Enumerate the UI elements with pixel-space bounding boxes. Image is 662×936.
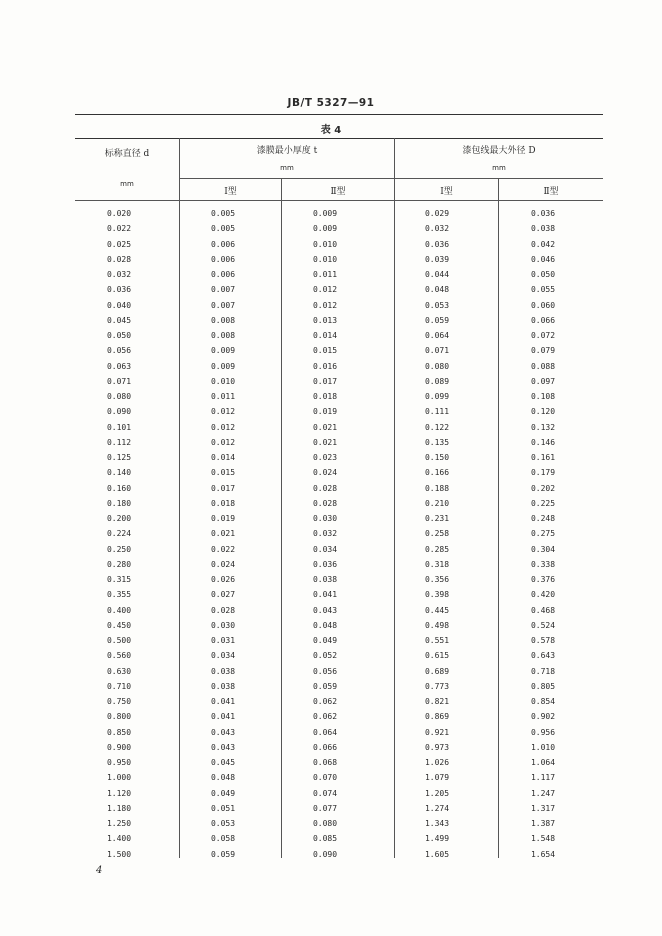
table-row — [75, 831, 603, 846]
table-row — [75, 603, 603, 618]
header-rule — [75, 114, 603, 115]
cell-outer-type2: 0.146 — [530, 437, 556, 447]
cell-diameter: 1.500 — [106, 849, 132, 859]
cell-outer-type2: 0.376 — [530, 575, 556, 584]
cell-outer-type1: 1.026 — [424, 758, 450, 767]
cell-thickness-type2: 0.014 — [312, 331, 338, 340]
table-row — [75, 267, 603, 282]
thickness-unit: mm — [280, 164, 294, 172]
cell-diameter: 0.050 — [106, 331, 132, 340]
diameter-unit: mm — [120, 180, 134, 188]
cell-outer-type2: 0.902 — [530, 712, 556, 722]
cell-thickness-type2: 0.032 — [312, 529, 338, 539]
cell-thickness-type2: 0.074 — [312, 788, 338, 798]
table-row — [75, 786, 603, 801]
cell-thickness-type2: 0.010 — [312, 254, 338, 264]
outer-diameter-unit: mm — [492, 164, 506, 172]
cell-outer-type1: 0.135 — [424, 437, 450, 447]
cell-thickness-type2: 0.018 — [312, 392, 338, 401]
cell-diameter: 0.125 — [106, 453, 132, 462]
cell-outer-type1: 0.821 — [424, 697, 450, 706]
table-row — [75, 374, 603, 389]
cell-thickness-type1: 0.034 — [210, 651, 236, 661]
cell-thickness-type1: 0.028 — [210, 605, 236, 615]
cell-outer-type1: 0.318 — [424, 559, 450, 569]
cell-thickness-type2: 0.085 — [312, 834, 338, 844]
cell-thickness-type2: 0.049 — [312, 636, 338, 645]
table-caption: 表 4 — [320, 125, 342, 136]
cell-thickness-type2: 0.036 — [312, 559, 338, 569]
cell-outer-type1: 0.059 — [424, 315, 450, 325]
cell-diameter: 1.120 — [106, 788, 132, 798]
cell-outer-type1: 0.398 — [424, 590, 450, 600]
table-row — [75, 755, 603, 770]
cell-thickness-type1: 0.018 — [210, 498, 236, 508]
cell-thickness-type1: 0.045 — [210, 758, 236, 767]
table-row — [75, 404, 603, 419]
cell-outer-type2: 0.079 — [530, 346, 556, 356]
standard-code: JB/T 5327—91 — [287, 97, 375, 109]
table-row — [75, 664, 603, 679]
cell-diameter: 0.224 — [106, 529, 132, 539]
cell-outer-type1: 0.231 — [424, 514, 450, 523]
cell-outer-type1: 0.044 — [424, 270, 450, 279]
cell-thickness-type2: 0.066 — [312, 742, 338, 752]
type-label-thickness-2: Ⅱ型 — [330, 187, 346, 197]
cell-thickness-type1: 0.006 — [210, 270, 236, 279]
cell-thickness-type1: 0.012 — [210, 407, 236, 417]
cell-outer-type1: 0.053 — [424, 300, 450, 310]
cell-diameter: 0.200 — [106, 514, 132, 523]
table-row — [75, 526, 603, 541]
cell-thickness-type2: 0.016 — [312, 361, 338, 371]
cell-outer-type1: 0.773 — [424, 681, 450, 691]
cell-thickness-type2: 0.080 — [312, 819, 338, 828]
cell-diameter: 0.071 — [106, 376, 132, 386]
cell-thickness-type1: 0.051 — [210, 803, 236, 813]
table-row — [75, 221, 603, 236]
cell-diameter: 0.022 — [106, 224, 132, 234]
cell-thickness-type2: 0.021 — [312, 437, 338, 447]
cell-diameter: 0.112 — [106, 437, 132, 447]
cell-thickness-type1: 0.021 — [210, 529, 236, 539]
cell-thickness-type2: 0.034 — [312, 544, 338, 554]
cell-outer-type2: 0.956 — [530, 727, 556, 737]
table-row — [75, 587, 603, 602]
cell-outer-type2: 1.548 — [530, 834, 556, 844]
cell-thickness-type1: 0.007 — [210, 300, 236, 310]
cell-thickness-type2: 0.009 — [312, 209, 338, 218]
cell-thickness-type2: 0.062 — [312, 697, 338, 706]
cell-diameter: 0.032 — [106, 270, 132, 279]
table-row — [75, 435, 603, 450]
cell-outer-type1: 0.285 — [424, 544, 450, 554]
cell-outer-type1: 0.111 — [424, 407, 450, 417]
cell-outer-type1: 0.122 — [424, 422, 450, 432]
cell-diameter: 1.250 — [106, 819, 132, 828]
cell-thickness-type1: 0.038 — [210, 681, 236, 691]
cell-outer-type1: 1.343 — [424, 819, 450, 828]
cell-thickness-type2: 0.028 — [312, 483, 338, 493]
cell-outer-type2: 0.036 — [530, 209, 556, 218]
cell-diameter: 1.400 — [106, 834, 132, 844]
cell-diameter: 0.950 — [106, 758, 132, 767]
table-row — [75, 694, 603, 709]
cell-outer-type2: 0.108 — [530, 392, 556, 401]
cell-outer-type1: 0.029 — [424, 209, 450, 218]
cell-diameter: 0.500 — [106, 636, 132, 645]
table-row — [75, 328, 603, 343]
cell-diameter: 0.315 — [106, 575, 132, 584]
cell-outer-type1: 1.079 — [424, 773, 450, 783]
cell-thickness-type1: 0.043 — [210, 742, 236, 752]
cell-thickness-type2: 0.062 — [312, 712, 338, 722]
cell-outer-type1: 0.064 — [424, 331, 450, 340]
cell-outer-type2: 0.042 — [530, 239, 556, 249]
cell-thickness-type1: 0.006 — [210, 239, 236, 249]
cell-diameter: 1.000 — [106, 773, 132, 783]
cell-diameter: 0.450 — [106, 620, 132, 630]
cell-outer-type2: 0.038 — [530, 224, 556, 234]
cell-thickness-type1: 0.043 — [210, 727, 236, 737]
cell-thickness-type1: 0.014 — [210, 453, 236, 462]
cell-outer-type1: 1.605 — [424, 849, 450, 859]
cell-thickness-type1: 0.010 — [210, 376, 236, 386]
cell-thickness-type2: 0.041 — [312, 590, 338, 600]
cell-thickness-type1: 0.005 — [210, 224, 236, 234]
cell-thickness-type2: 0.024 — [312, 468, 338, 478]
cell-outer-type1: 0.080 — [424, 361, 450, 371]
cell-diameter: 0.560 — [106, 651, 132, 661]
cell-thickness-type2: 0.090 — [312, 849, 338, 859]
table-top-rule — [75, 138, 603, 139]
cell-thickness-type2: 0.077 — [312, 803, 338, 813]
cell-outer-type2: 0.060 — [530, 300, 556, 310]
cell-thickness-type2: 0.019 — [312, 407, 338, 417]
cell-outer-type2: 0.202 — [530, 483, 556, 493]
cell-thickness-type1: 0.038 — [210, 666, 236, 676]
cell-thickness-type1: 0.048 — [210, 773, 236, 783]
cell-outer-type1: 0.498 — [424, 620, 450, 630]
cell-diameter: 0.028 — [106, 254, 132, 264]
type-label-outer-2: Ⅱ型 — [543, 187, 559, 197]
cell-diameter: 0.140 — [106, 468, 132, 478]
cell-outer-type2: 0.066 — [530, 315, 556, 325]
cell-thickness-type1: 0.022 — [210, 544, 236, 554]
cell-diameter: 0.800 — [106, 712, 132, 722]
cell-outer-type2: 1.317 — [530, 803, 556, 813]
cell-thickness-type2: 0.064 — [312, 727, 338, 737]
cell-diameter: 0.056 — [106, 346, 132, 356]
cell-thickness-type1: 0.011 — [210, 392, 236, 401]
type-label-outer-1: Ⅰ型 — [440, 187, 453, 197]
cell-thickness-type2: 0.056 — [312, 666, 338, 676]
cell-diameter: 0.280 — [106, 559, 132, 569]
cell-diameter: 0.160 — [106, 483, 132, 493]
cell-diameter: 0.020 — [106, 209, 132, 218]
table-row — [75, 420, 603, 435]
cell-outer-type1: 0.039 — [424, 254, 450, 264]
cell-diameter: 0.040 — [106, 300, 132, 310]
cell-outer-type1: 0.099 — [424, 392, 450, 401]
table-row — [75, 252, 603, 267]
table-row — [75, 740, 603, 755]
cell-outer-type2: 0.304 — [530, 544, 556, 554]
cell-outer-type2: 0.468 — [530, 605, 556, 615]
cell-diameter: 0.630 — [106, 666, 132, 676]
cell-outer-type2: 0.578 — [530, 636, 556, 645]
cell-thickness-type1: 0.006 — [210, 254, 236, 264]
table-row — [75, 709, 603, 724]
cell-outer-type2: 0.120 — [530, 407, 556, 417]
cell-thickness-type1: 0.030 — [210, 620, 236, 630]
cell-outer-type1: 0.150 — [424, 453, 450, 462]
cell-thickness-type1: 0.027 — [210, 590, 236, 600]
cell-outer-type1: 0.089 — [424, 376, 450, 386]
cell-thickness-type2: 0.011 — [312, 270, 338, 279]
cell-outer-type2: 0.805 — [530, 681, 556, 691]
cell-thickness-type2: 0.013 — [312, 315, 338, 325]
cell-thickness-type2: 0.010 — [312, 239, 338, 249]
table-row — [75, 511, 603, 526]
cell-thickness-type1: 0.007 — [210, 285, 236, 295]
cell-thickness-type2: 0.068 — [312, 758, 338, 767]
cell-thickness-type1: 0.012 — [210, 437, 236, 447]
outer-diameter-header: 漆包线最大外径 D — [462, 146, 536, 156]
cell-thickness-type1: 0.015 — [210, 468, 236, 478]
cell-outer-type2: 0.088 — [530, 361, 556, 371]
cell-thickness-type2: 0.048 — [312, 620, 338, 630]
table-body — [75, 206, 603, 862]
cell-diameter: 0.101 — [106, 422, 132, 432]
cell-outer-type1: 0.188 — [424, 483, 450, 493]
cell-diameter: 0.180 — [106, 498, 132, 508]
cell-outer-type1: 0.258 — [424, 529, 450, 539]
cell-outer-type2: 1.654 — [530, 849, 556, 859]
cell-thickness-type1: 0.053 — [210, 819, 236, 828]
cell-outer-type2: 0.055 — [530, 285, 556, 295]
cell-thickness-type1: 0.019 — [210, 514, 236, 523]
table-row — [75, 618, 603, 633]
cell-thickness-type1: 0.008 — [210, 331, 236, 340]
cell-thickness-type2: 0.052 — [312, 651, 338, 661]
cell-thickness-type1: 0.009 — [210, 361, 236, 371]
table-row — [75, 237, 603, 252]
cell-diameter: 0.750 — [106, 697, 132, 706]
cell-thickness-type1: 0.059 — [210, 849, 236, 859]
cell-diameter: 0.080 — [106, 392, 132, 401]
table-row — [75, 206, 603, 221]
table-row — [75, 633, 603, 648]
cell-diameter: 0.355 — [106, 590, 132, 600]
cell-outer-type2: 0.132 — [530, 422, 556, 432]
cell-outer-type1: 0.166 — [424, 468, 450, 478]
table-row — [75, 572, 603, 587]
cell-outer-type2: 1.117 — [530, 773, 556, 783]
cell-outer-type2: 0.854 — [530, 697, 556, 706]
cell-diameter: 1.180 — [106, 803, 132, 813]
cell-outer-type1: 0.036 — [424, 239, 450, 249]
cell-thickness-type1: 0.017 — [210, 483, 236, 493]
table-row — [75, 725, 603, 740]
cell-thickness-type1: 0.031 — [210, 636, 236, 645]
table-row — [75, 801, 603, 816]
table-row — [75, 542, 603, 557]
cell-thickness-type1: 0.012 — [210, 422, 236, 432]
cell-outer-type2: 0.275 — [530, 529, 556, 539]
cell-thickness-type2: 0.059 — [312, 681, 338, 691]
cell-diameter: 0.090 — [106, 407, 132, 417]
header-bottom-rule — [75, 200, 603, 201]
cell-thickness-type2: 0.038 — [312, 575, 338, 584]
table-row — [75, 816, 603, 831]
type-label-thickness-1: Ⅰ型 — [224, 187, 237, 197]
cell-diameter: 0.710 — [106, 681, 132, 691]
cell-outer-type1: 0.551 — [424, 636, 450, 645]
cell-diameter: 0.036 — [106, 285, 132, 295]
diameter-header: 标称直径 d — [104, 149, 150, 159]
cell-outer-type1: 0.869 — [424, 712, 450, 722]
cell-diameter: 0.850 — [106, 727, 132, 737]
cell-thickness-type2: 0.017 — [312, 376, 338, 386]
cell-outer-type2: 0.179 — [530, 468, 556, 478]
cell-diameter: 0.400 — [106, 605, 132, 615]
cell-diameter: 0.250 — [106, 544, 132, 554]
table-row — [75, 481, 603, 496]
cell-diameter: 0.063 — [106, 361, 132, 371]
cell-outer-type1: 0.689 — [424, 666, 450, 676]
table-row — [75, 847, 603, 862]
cell-thickness-type2: 0.028 — [312, 498, 338, 508]
cell-outer-type1: 1.274 — [424, 803, 450, 813]
table-row — [75, 465, 603, 480]
cell-thickness-type1: 0.005 — [210, 209, 236, 218]
cell-outer-type2: 0.643 — [530, 651, 556, 661]
cell-thickness-type2: 0.030 — [312, 514, 338, 523]
thickness-header: 漆膜最小厚度 t — [256, 146, 318, 156]
cell-thickness-type1: 0.008 — [210, 315, 236, 325]
cell-thickness-type2: 0.015 — [312, 346, 338, 356]
cell-outer-type2: 0.420 — [530, 590, 556, 600]
cell-outer-type1: 0.071 — [424, 346, 450, 356]
cell-outer-type1: 1.205 — [424, 788, 450, 798]
table-row — [75, 359, 603, 374]
cell-thickness-type1: 0.058 — [210, 834, 236, 844]
cell-outer-type1: 0.973 — [424, 742, 450, 752]
cell-outer-type2: 1.247 — [530, 788, 556, 798]
table-row — [75, 343, 603, 358]
cell-outer-type2: 0.050 — [530, 270, 556, 279]
cell-outer-type1: 0.048 — [424, 285, 450, 295]
cell-thickness-type2: 0.012 — [312, 285, 338, 295]
cell-outer-type1: 0.445 — [424, 605, 450, 615]
cell-outer-type1: 0.356 — [424, 575, 450, 584]
cell-outer-type1: 1.499 — [424, 834, 450, 844]
cell-outer-type2: 1.064 — [530, 758, 556, 767]
cell-thickness-type1: 0.024 — [210, 559, 236, 569]
cell-outer-type2: 0.225 — [530, 498, 556, 508]
cell-outer-type2: 0.161 — [530, 453, 556, 462]
cell-thickness-type2: 0.070 — [312, 773, 338, 783]
cell-thickness-type1: 0.041 — [210, 712, 236, 722]
cell-thickness-type2: 0.012 — [312, 300, 338, 310]
cell-diameter: 0.900 — [106, 742, 132, 752]
table-row — [75, 298, 603, 313]
cell-outer-type1: 0.210 — [424, 498, 450, 508]
cell-outer-type2: 0.046 — [530, 254, 556, 264]
type-row-top-rule — [180, 178, 603, 179]
cell-thickness-type1: 0.049 — [210, 788, 236, 798]
cell-outer-type1: 0.921 — [424, 727, 450, 737]
cell-thickness-type2: 0.023 — [312, 453, 338, 462]
cell-outer-type1: 0.615 — [424, 651, 450, 661]
cell-diameter: 0.045 — [106, 315, 132, 325]
cell-thickness-type2: 0.009 — [312, 224, 338, 234]
cell-outer-type2: 0.338 — [530, 559, 556, 569]
cell-thickness-type2: 0.021 — [312, 422, 338, 432]
cell-outer-type2: 0.097 — [530, 376, 556, 386]
table-row — [75, 450, 603, 465]
cell-thickness-type1: 0.041 — [210, 697, 236, 706]
table-row — [75, 282, 603, 297]
cell-outer-type2: 1.010 — [530, 742, 556, 752]
cell-thickness-type1: 0.026 — [210, 575, 236, 584]
table-row — [75, 770, 603, 785]
cell-outer-type2: 0.718 — [530, 666, 556, 676]
cell-outer-type2: 0.248 — [530, 514, 556, 523]
table-row — [75, 679, 603, 694]
cell-outer-type2: 0.072 — [530, 331, 556, 340]
table-row — [75, 648, 603, 663]
table-row — [75, 557, 603, 572]
cell-outer-type2: 1.387 — [530, 819, 556, 828]
cell-outer-type1: 0.032 — [424, 224, 450, 234]
cell-thickness-type2: 0.043 — [312, 605, 338, 615]
cell-thickness-type1: 0.009 — [210, 346, 236, 356]
table-row — [75, 313, 603, 328]
table-row — [75, 389, 603, 404]
cell-outer-type2: 0.524 — [530, 620, 556, 630]
page-number: 4 — [96, 865, 103, 876]
table-row — [75, 496, 603, 511]
cell-diameter: 0.025 — [106, 239, 132, 249]
